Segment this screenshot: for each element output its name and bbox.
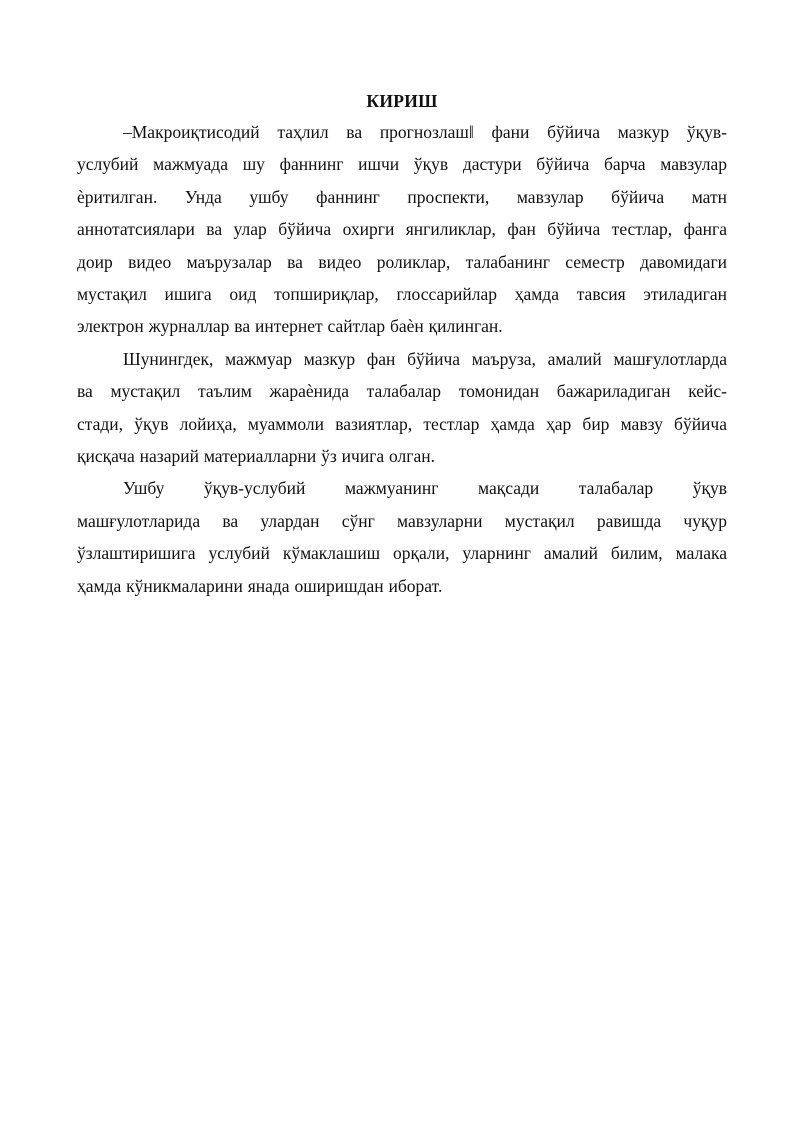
- paragraph-line: мустақил ишига оид топшириқлар, глоссарийлар ҳамда тавсия этиладиган: [77, 284, 727, 305]
- paragraph-line: Шунингдек, мажмуар мазкур фан бўйича маъруза, амалий машғулотларда: [123, 348, 727, 369]
- paragraph-2: [77, 343, 727, 473]
- paragraph-line: ҳамда кўникмаларини янада оширишдан иборат.: [77, 575, 443, 596]
- paragraph-line: ва мустақил таълим жараѐнида талабалар томонидан бажариладиган кейс-: [77, 381, 727, 402]
- paragraph-line: ѐритилган. Унда ушбу фаннинг проспекти, мавзулар бўйича матн: [77, 186, 727, 207]
- paragraph-1: [77, 116, 727, 343]
- document-page: [77, 86, 727, 602]
- paragraph-line: ‒Макроиқтисодий таҳлил ва прогнозлашǁ фани бўйича мазкур ўқув-: [123, 122, 727, 142]
- paragraph-line: қисқача назарий материалларни ўз ичига олган.: [77, 446, 435, 467]
- paragraph-line: электрон журналлар ва интернет сайтлар баѐн қилинган.: [77, 316, 503, 337]
- paragraph-line: аннотатсиялари ва улар бўйича охирги янгиликлар, фан бўйича тестлар, фанга: [77, 219, 727, 240]
- paragraph-line: машғулотларида ва улардан сўнг мавзуларни мустақил равишда чуқур: [77, 510, 727, 531]
- paragraph-line: услубий мажмуада шу фаннинг ишчи ўқув дастури бўйича барча мавзулар: [77, 154, 727, 175]
- document-title: КИРИШ: [366, 91, 438, 111]
- paragraph-line: ўзлаштиришига услубий кўмаклашиш орқали, уларнинг амалий билим, малака: [77, 543, 727, 564]
- paragraph-3: [77, 472, 727, 602]
- paragraph-line: Ушбу ўқув-услубий мажмуанинг мақсади талабалар ўқув: [123, 478, 727, 499]
- paragraph-line: стади, ўқув лойиҳа, муаммоли вазиятлар, тестлар ҳамда ҳар бир мавзу бўйича: [77, 413, 727, 434]
- paragraph-line: доир видео маърузалар ва видео роликлар, талабанинг семестр давомидаги: [77, 251, 727, 272]
